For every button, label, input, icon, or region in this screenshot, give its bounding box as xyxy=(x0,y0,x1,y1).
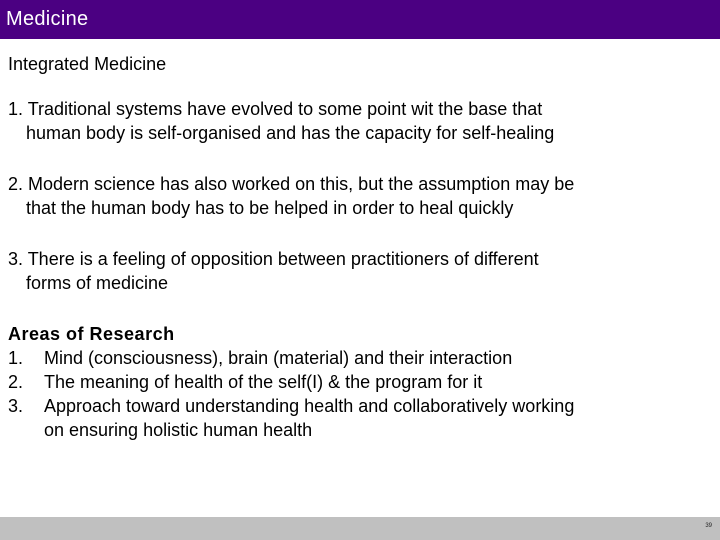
point-item xyxy=(8,97,708,145)
footer-bar xyxy=(0,517,720,540)
research-item-line: The meaning of health of the self(I) & the program for it xyxy=(44,372,483,392)
point-item xyxy=(8,247,708,295)
research-item-text xyxy=(44,370,482,394)
title-bar xyxy=(0,0,720,39)
point-continuation: that the human body has to be helped in order to heal quickly xyxy=(26,198,514,218)
research-item xyxy=(8,346,708,370)
research-item-line: Mind (consciousness), brain (material) and their interaction xyxy=(44,348,513,368)
section-subtitle: Integrated Medicine xyxy=(8,54,167,74)
slide-content xyxy=(8,52,708,442)
research-item-text xyxy=(44,346,512,370)
page-number: 39 xyxy=(705,523,712,529)
research-item-line: Approach toward understanding health and collaboratively working xyxy=(44,396,575,416)
point-item xyxy=(8,172,708,220)
research-heading: Areas of Research xyxy=(8,324,175,344)
research-item-number: 3. xyxy=(8,396,24,416)
point-line: 1. Traditional systems have evolved to some point wit the base that xyxy=(8,99,543,119)
research-item-number: 2. xyxy=(8,372,24,392)
research-item-line: on ensuring holistic human health xyxy=(44,420,313,440)
point-line: 2. Modern science has also worked on this, but the assumption may be xyxy=(8,174,575,194)
point-continuation: human body is self-organised and has the capacity for self-healing xyxy=(26,123,555,143)
research-item xyxy=(8,370,708,394)
point-line: 3. There is a feeling of opposition between practitioners of different xyxy=(8,249,539,269)
research-item-text xyxy=(44,394,574,442)
slide-title: Medicine xyxy=(6,8,89,30)
point-continuation: forms of medicine xyxy=(26,273,169,293)
research-item xyxy=(8,394,708,442)
research-item-number: 1. xyxy=(8,348,24,368)
